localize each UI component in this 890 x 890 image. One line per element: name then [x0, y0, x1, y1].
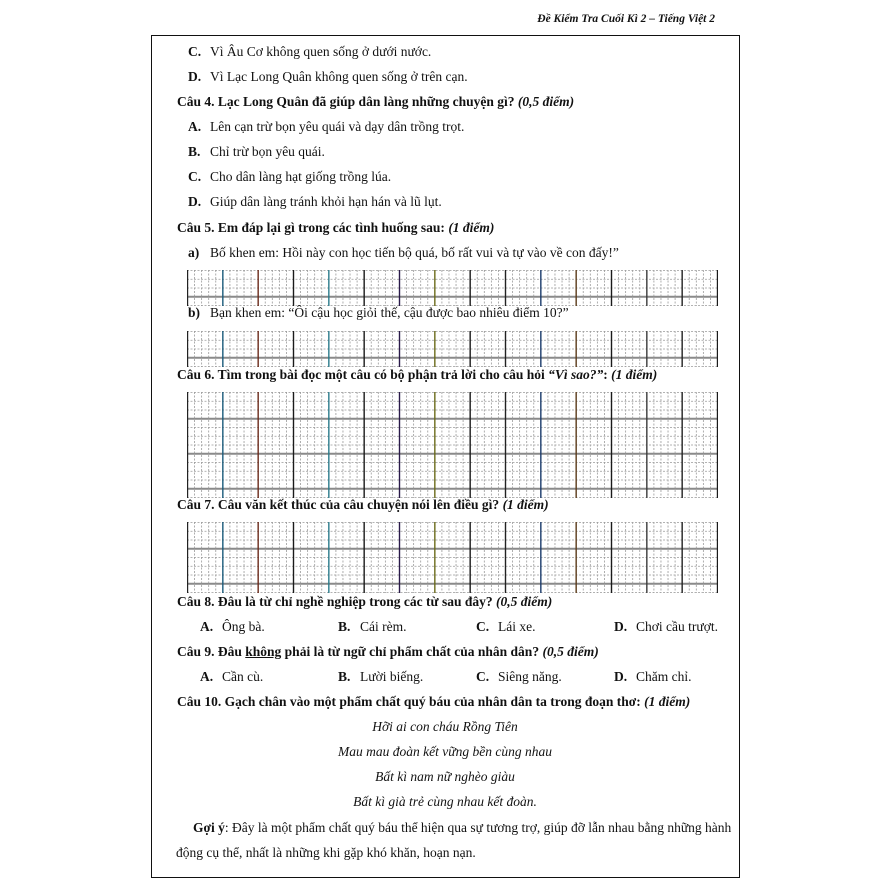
option-text: Siêng năng.	[498, 669, 562, 684]
question-label-emphasis: không	[245, 644, 282, 659]
q9-option-a	[200, 668, 263, 686]
question-label: Câu 10. Gạch chân vào một phẩm chất quý báu của nhân dân ta trong đoạn thơ:	[177, 694, 641, 709]
option-text: Cần cù.	[222, 669, 264, 684]
poem-line-4[interactable]: Bất kì già trẻ cùng nhau kết đoàn.	[353, 794, 537, 809]
part-letter: b)	[188, 305, 201, 320]
option-letter: B.	[188, 144, 201, 159]
option-text: Cho dân làng hạt giống trồng lúa.	[210, 169, 392, 184]
poem-line-2[interactable]: Mau mau đoàn kết vững bền cùng nhau	[338, 744, 552, 759]
question-points: (0,5 điểm)	[496, 594, 553, 609]
question-label: Câu 8. Đâu là từ chỉ nghề nghiệp trong các từ sau đây?	[177, 594, 493, 609]
option-letter: C.	[476, 619, 490, 634]
q3-option-d	[188, 68, 468, 86]
option-letter: D.	[188, 194, 202, 209]
question-5	[177, 219, 494, 237]
part-text: Bạn khen em: “Ôi cậu học giỏi thế, cậu được bao nhiêu điểm 10?”	[210, 305, 569, 320]
option-text: Lái xe.	[498, 619, 536, 634]
q3-option-c	[188, 43, 431, 61]
question-label-post: phải là từ ngữ chỉ phẩm chất của nhân dân?	[281, 644, 540, 659]
option-text: Chỉ trừ bọn yêu quái.	[210, 144, 325, 159]
question-7	[177, 496, 549, 514]
answer-grid-6[interactable]	[187, 392, 718, 498]
question-points: (0,5 điểm)	[517, 94, 575, 109]
question-4	[177, 93, 574, 111]
q4-option-b	[188, 143, 325, 161]
question-points: (1 điểm)	[448, 220, 495, 235]
q8-option-d	[614, 618, 718, 636]
option-letter: B.	[338, 619, 351, 634]
hint-label: Gợi ý	[193, 820, 225, 835]
q9-option-b	[338, 668, 423, 686]
answer-grid-5b[interactable]	[187, 331, 718, 367]
q5-part-a	[188, 244, 619, 262]
question-9	[177, 643, 599, 661]
part-text: Bố khen em: Hồi này con học tiến bộ quá, bố rất vui và tự vào về con đấy!”	[210, 245, 619, 260]
q9-option-c	[476, 668, 562, 686]
option-text: Lên cạn trừ bọn yêu quái và dạy dân trồng trọt.	[210, 119, 465, 134]
q8-option-a	[200, 618, 265, 636]
question-quote: “Vì sao?”	[548, 367, 604, 382]
option-letter: D.	[188, 69, 202, 84]
answer-grid-5a[interactable]	[187, 270, 718, 306]
q4-option-a	[188, 118, 464, 136]
q4-option-d	[188, 193, 442, 211]
option-letter: C.	[188, 169, 202, 184]
option-text: Cái rèm.	[360, 619, 407, 634]
option-text: Vì Lạc Long Quân không quen sống ở trên cạn.	[210, 69, 468, 84]
option-text: Vì Âu Cơ không quen sống ở dưới nước.	[210, 44, 432, 59]
option-letter: A.	[200, 619, 214, 634]
q5-part-b	[188, 304, 569, 322]
question-6	[177, 366, 657, 384]
option-text: Giúp dân làng tránh khỏi hạn hán và lũ lụt.	[210, 194, 442, 209]
hint-paragraph	[176, 815, 736, 865]
q8-option-c	[476, 618, 535, 636]
q4-option-c	[188, 168, 391, 186]
option-letter: C.	[476, 669, 490, 684]
option-text: Lười biếng.	[360, 669, 424, 684]
question-10	[177, 693, 690, 711]
q8-option-b	[338, 618, 407, 636]
answer-grid-7[interactable]	[187, 522, 718, 593]
option-letter: C.	[188, 44, 202, 59]
question-label: Câu 7. Câu văn kết thúc của câu chuyện nói lên điều gì?	[177, 497, 500, 512]
option-letter: A.	[200, 669, 214, 684]
question-label-pre: Câu 9. Đâu	[177, 644, 246, 659]
option-text: Ông bà.	[222, 619, 265, 634]
question-points: (1 điểm)	[502, 497, 549, 512]
question-8	[177, 593, 552, 611]
part-letter: a)	[188, 245, 200, 260]
option-text: Chơi cầu trượt.	[636, 619, 718, 634]
q9-option-d	[614, 668, 692, 686]
question-label: Câu 6. Tìm trong bài đọc một câu có bộ phận trả lời cho câu hỏi	[177, 367, 545, 382]
question-label: Câu 5. Em đáp lại gì trong các tình huống sau:	[177, 220, 445, 235]
question-label: Câu 4. Lạc Long Quân đã giúp dân làng những chuyện gì?	[177, 94, 515, 109]
poem-line-1[interactable]: Hỡi ai con cháu Rồng Tiên	[372, 719, 518, 734]
option-letter: D.	[614, 669, 628, 684]
question-points: (1 điểm)	[611, 367, 658, 382]
hint-text: : Đây là một phẩm chất quý báu thể hiện qua sự tương trợ, giúp đỡ lẫn nhau bằng những hành động cụ thể, nhất là những khi gặp khó khăn, hoạn nạn.	[176, 820, 732, 860]
option-letter: D.	[614, 619, 628, 634]
poem-line-3[interactable]: Bất kì nam nữ nghèo giàu	[375, 769, 515, 784]
question-points: (0,5 điểm)	[542, 644, 599, 659]
document-header: Đề Kiểm Tra Cuối Kì 2 – Tiếng Việt 2	[537, 13, 715, 25]
option-text: Chăm chỉ.	[636, 669, 692, 684]
option-letter: A.	[188, 119, 202, 134]
colon: :	[603, 367, 608, 382]
option-letter: B.	[338, 669, 351, 684]
question-points: (1 điểm)	[644, 694, 691, 709]
